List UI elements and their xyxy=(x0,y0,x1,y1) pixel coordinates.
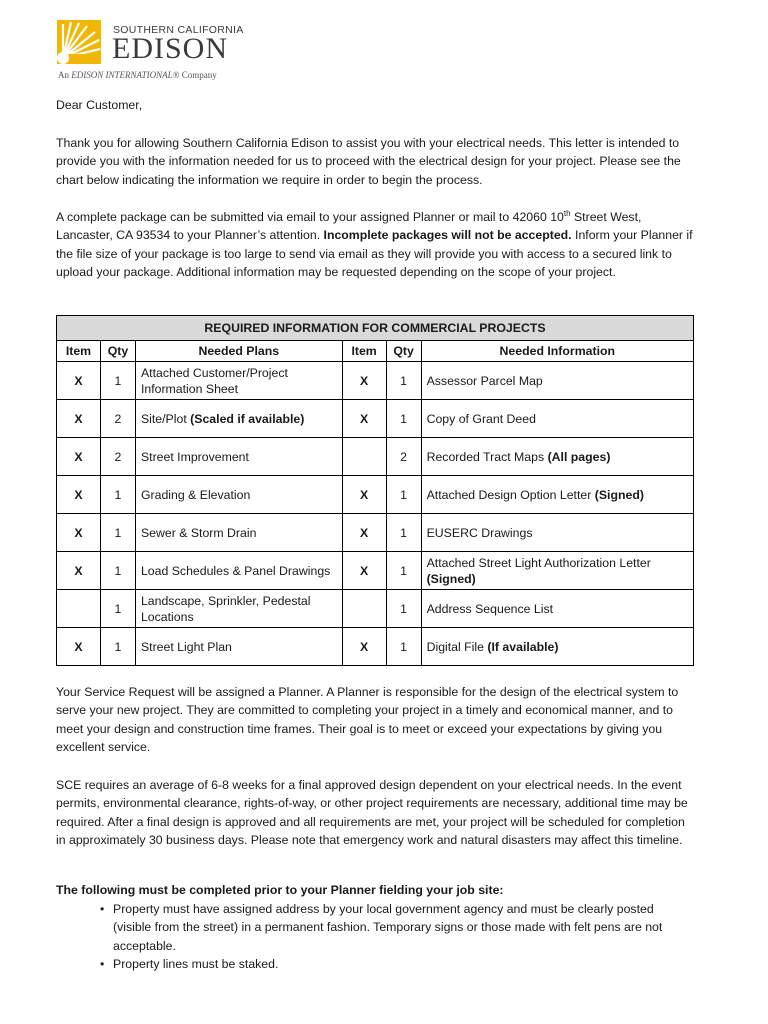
planner-paragraph: Your Service Request will be assigned a Planner. A Planner is responsible for the design of the electrical system to serve your new project. They are committed to completing your project in a timely and economical manner, and to meet your design and construction time frames. Their goal is to meet or exceed your expectations by giving you excellent service. xyxy=(56,685,679,755)
qty-cell: 1 xyxy=(386,628,421,666)
col-header-needed-information: Needed Information xyxy=(421,341,693,362)
item-mark: X xyxy=(57,438,101,476)
needed-plan-cell: Street Improvement xyxy=(135,438,342,476)
qty-cell: 2 xyxy=(100,400,135,438)
logo-edison: EDISON xyxy=(112,32,228,65)
requirements-table xyxy=(56,315,694,666)
table-row xyxy=(57,514,694,552)
item-mark: X xyxy=(57,628,101,666)
item-mark: X xyxy=(57,400,101,438)
qty-cell: 1 xyxy=(100,552,135,590)
qty-cell: 1 xyxy=(386,590,421,628)
qty-cell: 1 xyxy=(100,628,135,666)
table-row xyxy=(57,552,694,590)
prerequisites-list xyxy=(100,900,680,974)
needed-info-cell: EUSERC Drawings xyxy=(421,514,693,552)
item-mark xyxy=(342,590,386,628)
qty-cell: 1 xyxy=(386,400,421,438)
needed-info-cell: Digital File (If available) xyxy=(421,628,693,666)
salutation: Dear Customer, xyxy=(56,98,143,112)
needed-plan-cell: Site/Plot (Scaled if available) xyxy=(135,400,342,438)
list-item: • Property lines must be staked. xyxy=(100,955,680,973)
needed-plan-cell: Street Light Plan xyxy=(135,628,342,666)
item-mark xyxy=(57,590,101,628)
qty-cell: 1 xyxy=(100,514,135,552)
needed-info-cell: Recorded Tract Maps (All pages) xyxy=(421,438,693,476)
intro-paragraph: Thank you for allowing Southern California Edison to assist you with your electrical needs. This letter is intended to provide you with the information needed for us to proceed with the electrical design for your project. Please see the chart below indicating the information we require in order to begin the process. xyxy=(56,136,681,187)
item-mark: X xyxy=(342,400,386,438)
prerequisites-heading: The following must be completed prior to your Planner fielding your job site: xyxy=(56,883,504,897)
needed-plan-cell: Sewer & Storm Drain xyxy=(135,514,342,552)
item-mark: X xyxy=(342,362,386,400)
list-item: • Property must have assigned address by your local government agency and must be clearly posted (visible from the street) in a permanent fashion. Temporary signs or those made with felt pens are not acceptable. xyxy=(100,900,680,955)
needed-info-cell: Attached Street Light Authorization Letter (Signed) xyxy=(421,552,693,590)
table-row xyxy=(57,628,694,666)
needed-info-cell: Address Sequence List xyxy=(421,590,693,628)
table-row xyxy=(57,590,694,628)
logo-tagline: An EDISON INTERNATIONAL® Company xyxy=(58,70,217,80)
qty-cell: 1 xyxy=(100,362,135,400)
qty-cell: 1 xyxy=(386,552,421,590)
item-mark: X xyxy=(57,476,101,514)
needed-info-cell: Copy of Grant Deed xyxy=(421,400,693,438)
needed-info-cell: Assessor Parcel Map xyxy=(421,362,693,400)
item-mark: X xyxy=(342,476,386,514)
qty-cell: 1 xyxy=(386,514,421,552)
col-header-qty: Qty xyxy=(100,341,135,362)
table-row xyxy=(57,438,694,476)
col-header-item: Item xyxy=(342,341,386,362)
needed-plan-cell: Attached Customer/Project Information Sheet xyxy=(135,362,342,400)
col-header-qty: Qty xyxy=(386,341,421,362)
table-row xyxy=(57,400,694,438)
needed-plan-cell: Landscape, Sprinkler, Pedestal Locations xyxy=(135,590,342,628)
item-mark: X xyxy=(342,628,386,666)
logo-line1: SOUTHERN CALIFORNIA xyxy=(113,24,244,36)
table-row xyxy=(57,476,694,514)
item-mark: X xyxy=(342,514,386,552)
needed-plan-cell: Grading & Elevation xyxy=(135,476,342,514)
col-header-item: Item xyxy=(57,341,101,362)
table-row xyxy=(57,362,694,400)
table-header-row xyxy=(57,341,694,362)
qty-cell: 1 xyxy=(386,476,421,514)
item-mark: X xyxy=(57,552,101,590)
item-mark: X xyxy=(57,514,101,552)
table-title: REQUIRED INFORMATION FOR COMMERCIAL PROJECTS xyxy=(57,316,694,341)
qty-cell: 2 xyxy=(386,438,421,476)
package-paragraph: A complete package can be submitted via email to your assigned Planner or mail to 42060 10th Street West, Lancaster, CA 93534 to your Planner’s attention. Incomplete packages will not be accepted. Inform your Planner if the file size of your package is too large to send via email as they will provide you with access to a secured link to upload your package. Additional information may be requested depending on the scope of your project. xyxy=(56,208,693,280)
item-mark: X xyxy=(342,552,386,590)
col-header-needed-plans: Needed Plans xyxy=(135,341,342,362)
sce-logo xyxy=(57,20,257,82)
item-mark: X xyxy=(57,362,101,400)
qty-cell: 1 xyxy=(100,590,135,628)
needed-plan-cell: Load Schedules & Panel Drawings xyxy=(135,552,342,590)
sunburst-logo-icon xyxy=(57,20,101,64)
qty-cell: 2 xyxy=(100,438,135,476)
item-mark xyxy=(342,438,386,476)
needed-info-cell: Attached Design Option Letter (Signed) xyxy=(421,476,693,514)
qty-cell: 1 xyxy=(386,362,421,400)
qty-cell: 1 xyxy=(100,476,135,514)
timeline-paragraph: SCE requires an average of 6-8 weeks for a final approved design dependent on your electrical needs. In the event permits, environmental clearance, rights-of-way, or other project requirements are necessary, additional time may be required. After a final design is approved and all requirements are met, your project will be scheduled for completion in approximately 30 business days. Please note that emergency work and natural disasters may affect this timeline. xyxy=(56,778,688,848)
